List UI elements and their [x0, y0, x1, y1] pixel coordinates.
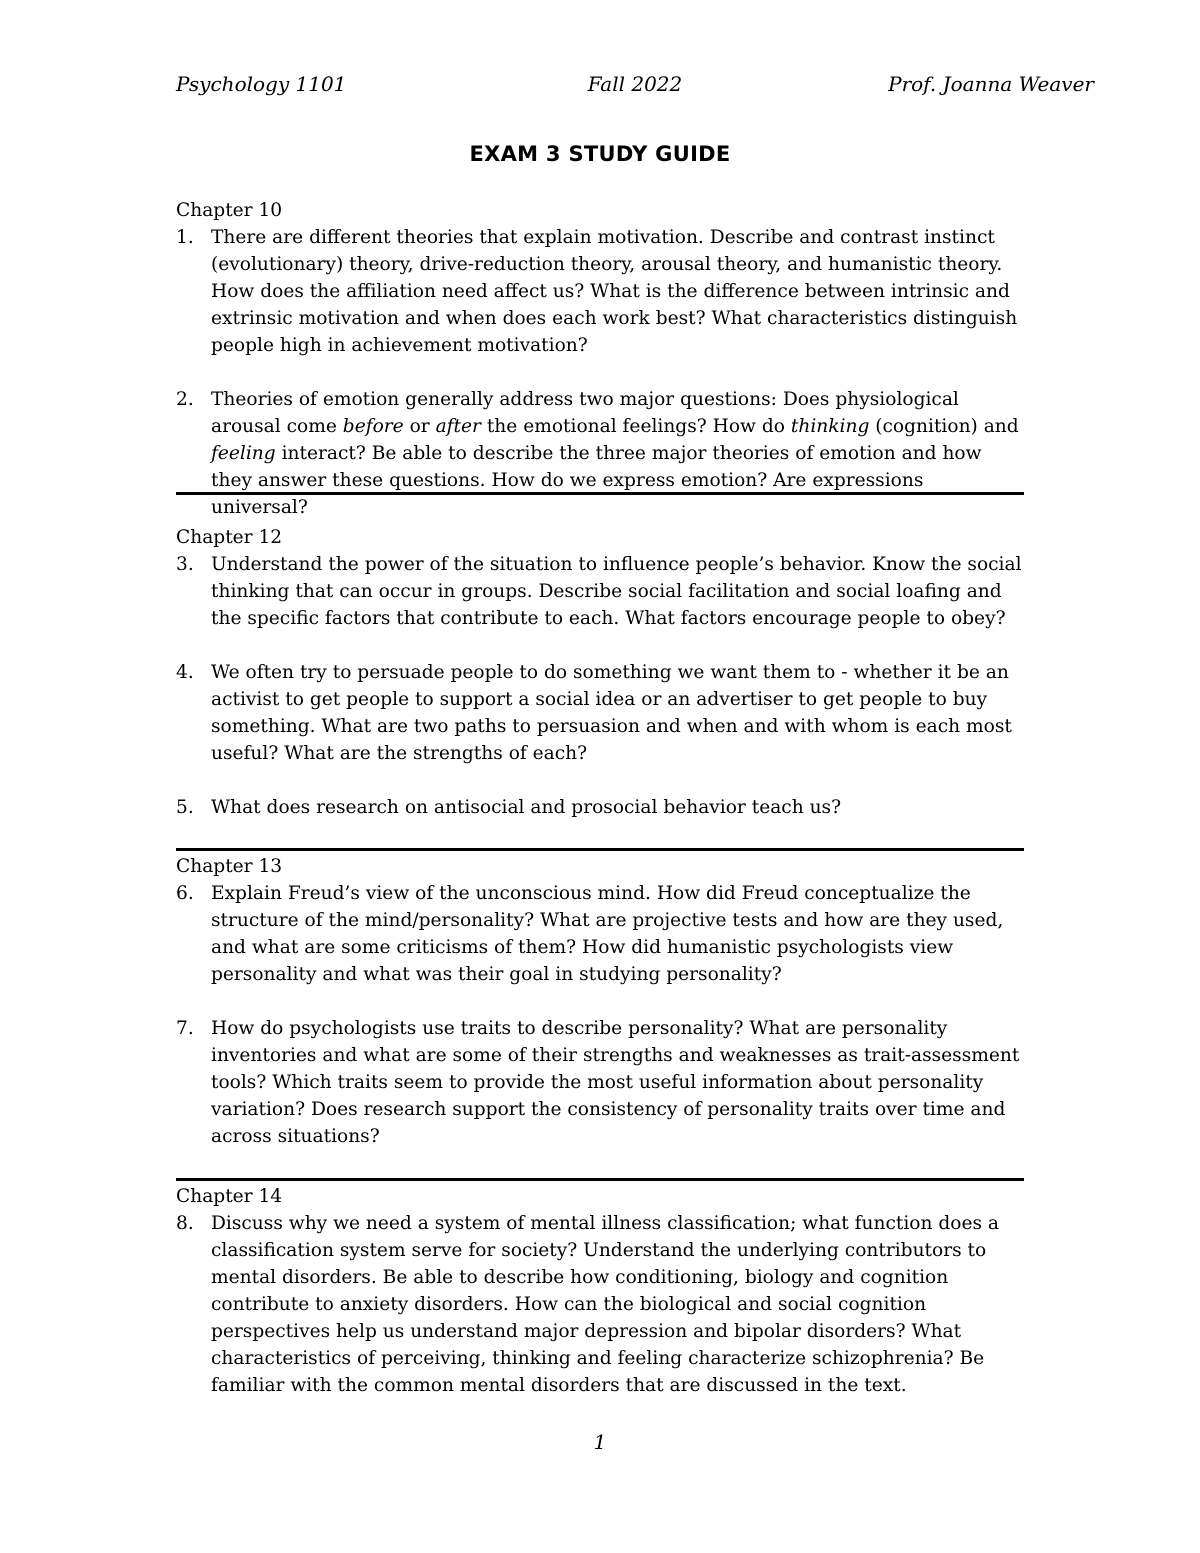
chapter-heading: Chapter 12 — [176, 527, 283, 548]
question-item — [176, 659, 1026, 767]
header-term: Fall 2022 — [587, 72, 683, 96]
chapter-heading: Chapter 14 — [176, 1186, 283, 1207]
question-number: 3. — [176, 554, 194, 575]
section-divider — [176, 1178, 1024, 1181]
question-text: Explain Freud’s view of the unconscious mind. How did Freud conceptualize the structure of the mind/personality? What are projective tests and how are they used, and what are some criticisms of them? How did humanistic psychologists view personality and what was their goal in studying personality? — [211, 883, 1004, 985]
question-number: 4. — [176, 662, 194, 683]
question-text-part: (cognition) and — [869, 416, 1019, 437]
question-text: How do psychologists use traits to describe personality? What are personality inventories and what are some of their strengths and weaknesses as trait-assessment tools? Which traits seem to provide the most useful information about personality variation? Does research support the consistency of personality traits over time and across situations? — [211, 1018, 1020, 1147]
question-text: What does research on antisocial and prosocial behavior teach us? — [211, 797, 842, 818]
page-number: 1 — [593, 1430, 607, 1454]
question-text: Understand the power of the situation to influence people’s behavior. Know the social thinking that can occur in groups. Describe social facilitation and social loafing and the specific factors that contribute to each. What factors encourage people to obey? — [211, 554, 1022, 629]
question-item — [176, 1210, 1026, 1399]
question-item — [176, 880, 1026, 988]
chapter-heading: Chapter 10 — [176, 200, 283, 221]
chapter-heading: Chapter 13 — [176, 856, 283, 877]
section-chapter-12 — [176, 524, 1026, 821]
section-chapter-14 — [176, 1183, 1026, 1399]
question-number: 8. — [176, 1213, 194, 1234]
emphasis-feeling: feeling — [211, 443, 276, 464]
question-text: There are different theories that explain motivation. Describe and contrast instinct (evolutionary) theory, drive-reduction theory, arousal theory, and humanistic theory. How does the affiliation need affect us? What is the difference between intrinsic and extrinsic motivation and when does each work best? What characteristics distinguish people high in achievement motivation? — [211, 227, 1018, 356]
question-number: 7. — [176, 1018, 194, 1039]
header-course: Psychology 1101 — [176, 72, 347, 96]
question-item — [176, 551, 1026, 632]
question-text: We often try to persuade people to do something we want them to - whether it be an activist to get people to support a social idea or an advertiser to get people to buy something. What are two paths to persuasion and when and with whom is each most useful? What are the strengths of each? — [211, 662, 1012, 764]
page-header — [176, 72, 1094, 102]
question-text — [211, 386, 1026, 521]
section-divider — [176, 492, 1024, 495]
section-chapter-10 — [176, 197, 1026, 521]
header-instructor: Prof. Joanna Weaver — [888, 72, 1094, 96]
section-chapter-13 — [176, 853, 1026, 1150]
question-text-part: or — [403, 416, 436, 437]
question-item — [176, 1015, 1026, 1150]
question-text: Discuss why we need a system of mental illness classification; what function does a classification system serve for society? Understand the underlying contributors to mental disorders. Be able to describe how conditioning, biology and cognition contribute to anxiety disorders. How can the biological and social cognition perspectives help us understand major depression and bipolar disorders? What characteristics of perceiving, thinking and feeling characterize schizophrenia? Be familiar with the common mental disorders that are discussed in the text. — [211, 1213, 1000, 1396]
question-number: 2. — [176, 389, 194, 410]
question-item — [176, 794, 1026, 821]
question-text-part: Theories of emotion generally address two major questions: Does physiological arousal come — [211, 389, 959, 437]
question-number: 1. — [176, 227, 194, 248]
emphasis-after: after — [435, 416, 481, 437]
question-number: 5. — [176, 797, 194, 818]
question-text-part: interact? Be able to describe the three major theories of emotion and how they answer these questions. How do we express emotion? Are expressions universal? — [211, 443, 982, 518]
question-item — [176, 386, 1026, 521]
question-item — [176, 224, 1026, 359]
emphasis-thinking: thinking — [790, 416, 870, 437]
emphasis-before: before — [342, 416, 404, 437]
section-divider — [176, 848, 1024, 851]
question-number: 6. — [176, 883, 194, 904]
question-text-part: the emotional feelings? How do — [480, 416, 791, 437]
document-title: EXAM 3 STUDY GUIDE — [469, 142, 731, 166]
